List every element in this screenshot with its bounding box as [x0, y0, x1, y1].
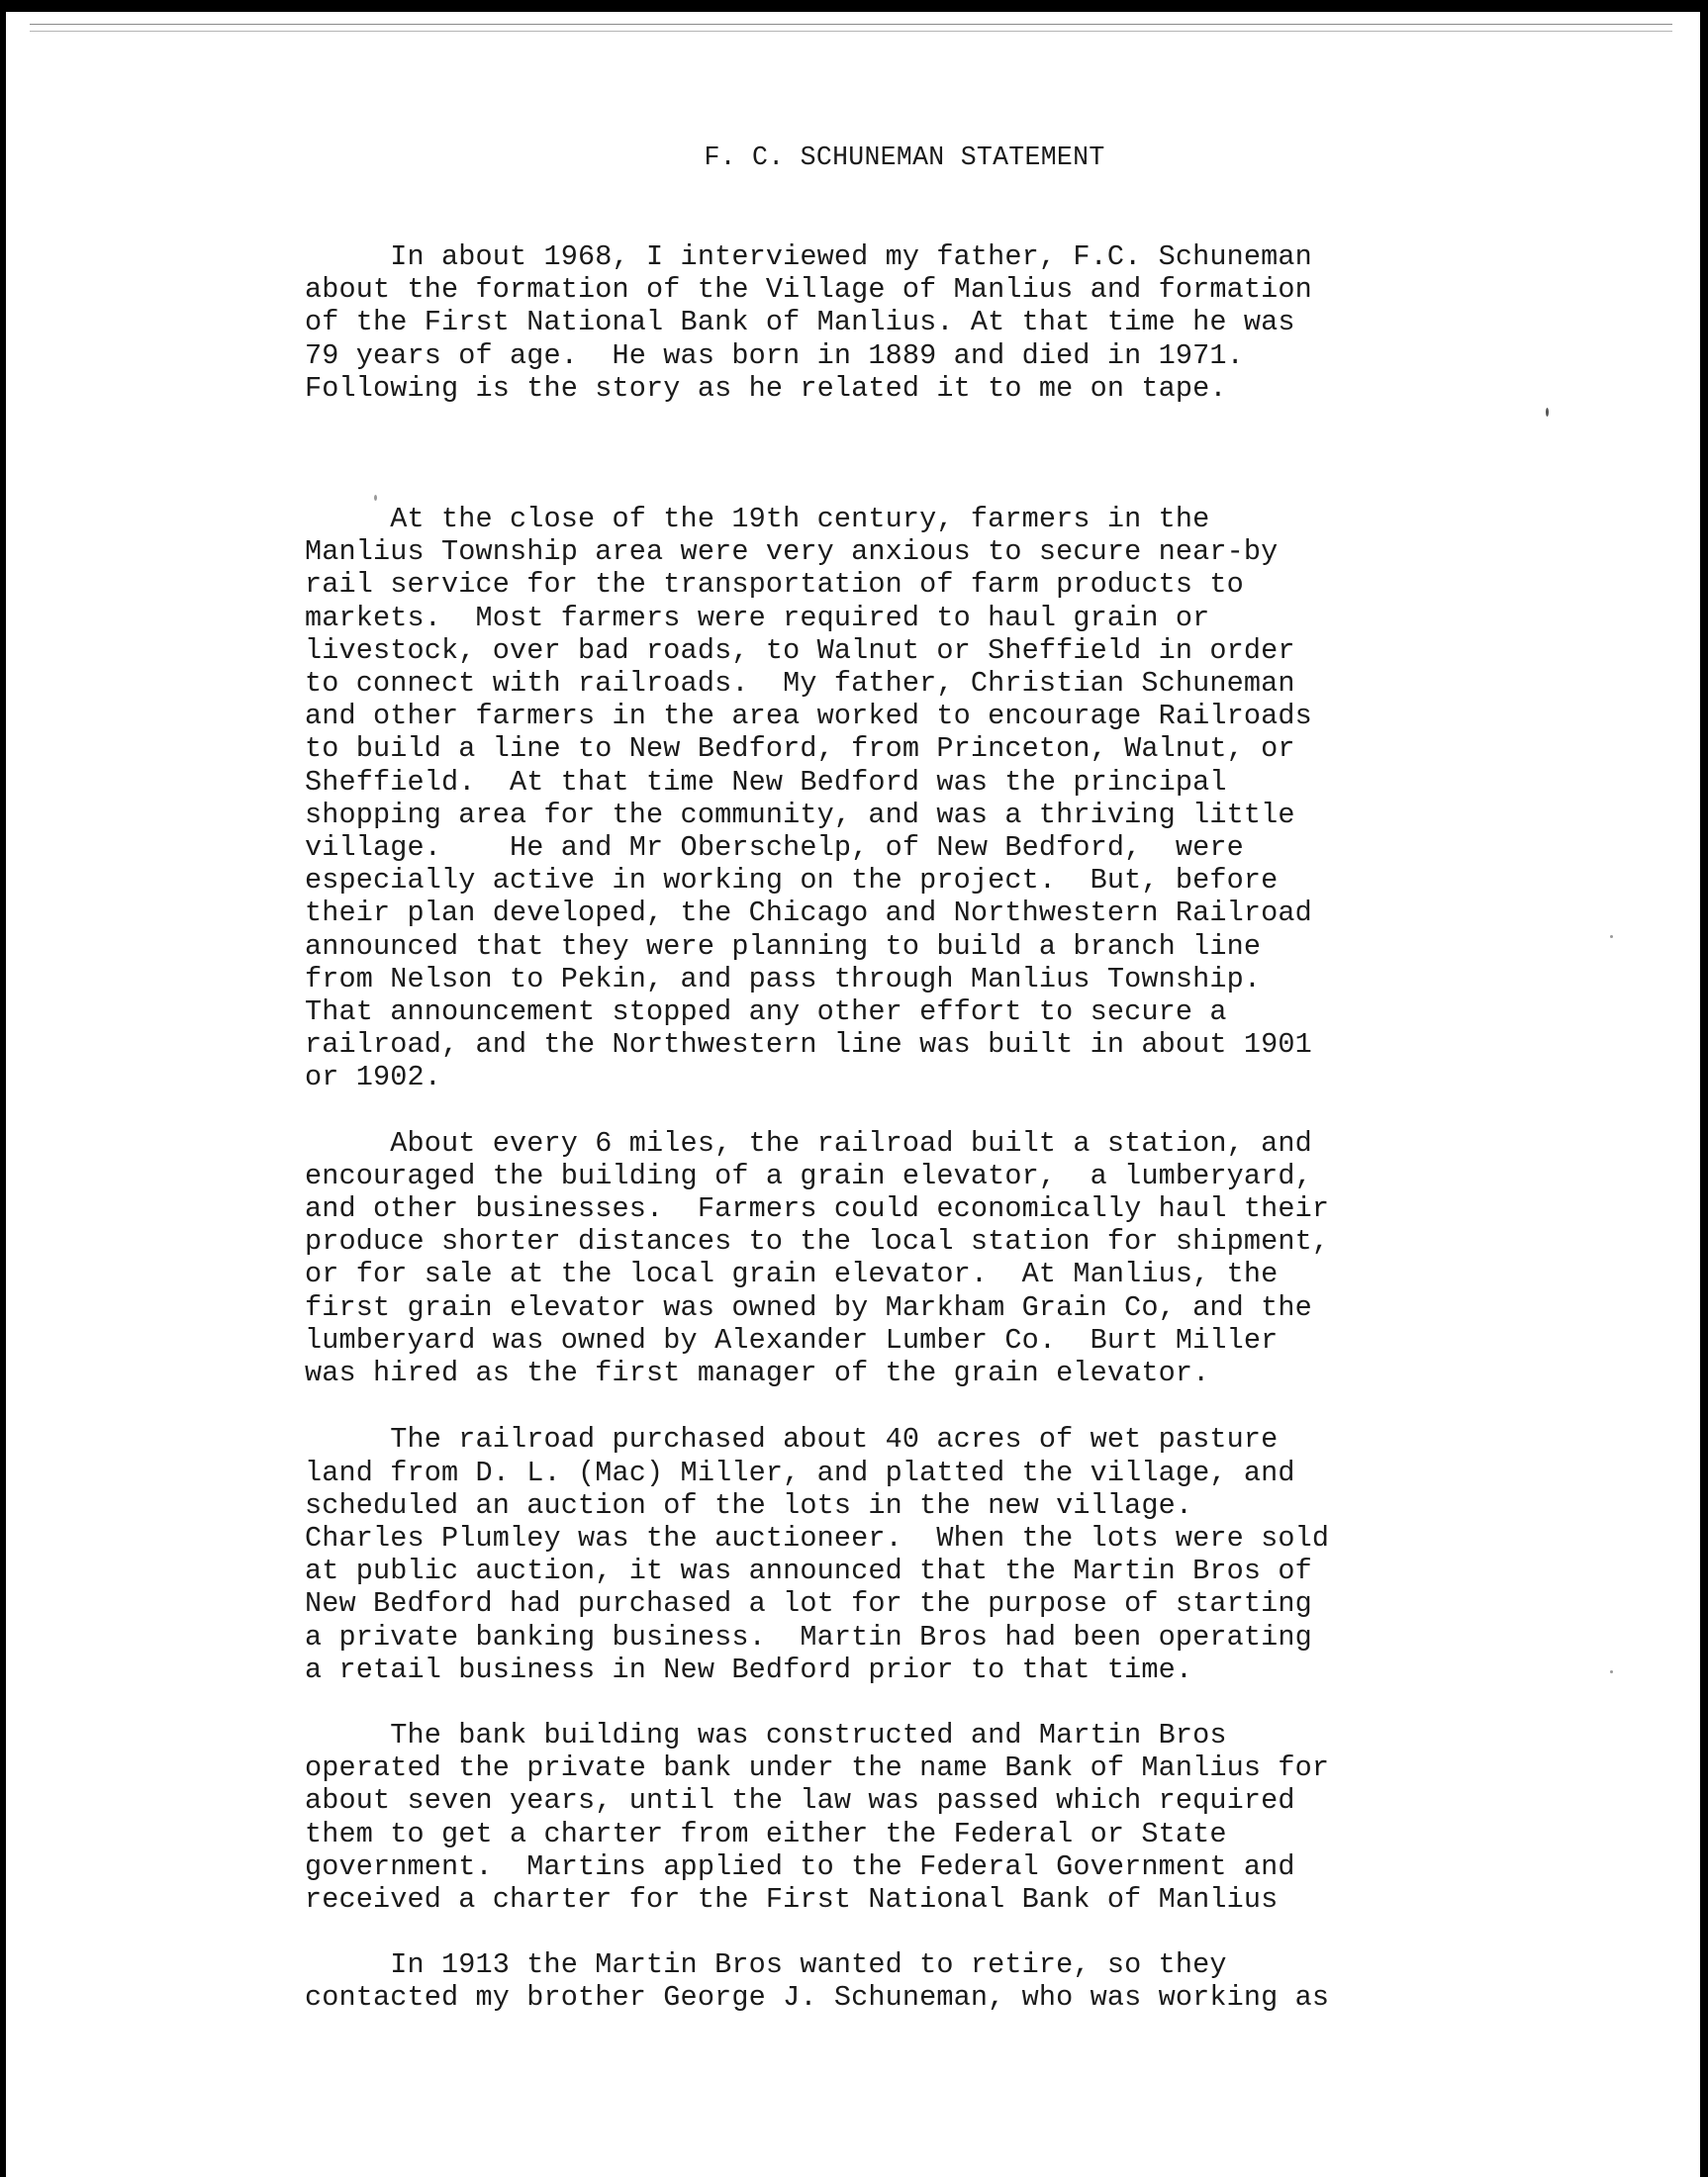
scan-speck — [1546, 408, 1549, 417]
paragraph-village-auction: The railroad purchased about 40 acres of wet pasture land from D. L. (Mac) Miller, and platted the village, and scheduled an auction of the lots in the new village. Charles Plumley was the auctioneer. When the lots were sold at public auction, it was announced that the Martin Bros of New Bedford had purchased a lot for the purpose of starting a private banking business. Martin Bros had been operating a retail business in New Bedford prior to that time. — [305, 1423, 1330, 1686]
paragraph-intro: In about 1968, I interviewed my father, F.C. Schuneman about the formation of the Village of Manlius and formation of the First National Bank of Manlius. At that time he was 79 years of age. He was born in 1889 and died in 1971. Following is the story as he related it to me on tape. — [305, 240, 1312, 405]
paragraph-bank-charter: The bank building was constructed and Martin Bros operated the private bank under the name Bank of Manlius for about seven years, until the law was passed which required them to get a charter from either the Federal or State government. Martins applied to the Federal Government and received a charter for the First National Bank of Manlius — [305, 1718, 1330, 1916]
page-title: F. C. SCHUNEMAN STATEMENT — [704, 142, 1105, 172]
paragraph-martin-retire: In 1913 the Martin Bros wanted to retire, so they contacted my brother George J. Schuneman, who was working as — [305, 1948, 1330, 2015]
paragraph-railroad-history: At the close of the 19th century, farmers in the Manlius Township area were very anxious to secure near-by rail service for the transportation of farm products to markets. Most farmers were required to haul grain or livestock, over bad roads, to Walnut or Sheffield in order to connect with railroads. My father, Christian Schuneman and other farmers in the area worked to encourage Railroads to build a line to New Bedford, from Princeton, Walnut, or Sheffield. At that time New Bedford was the principal shopping area for the community, and was a thriving little village. He and Mr Oberschelp, of New Bedford, were especially active in working on the project. But, before their plan developed, the Chicago and Northwestern Railroad announced that they were planning to build a branch line from Nelson to Pekin, and pass through Manlius Township. That announcement stopped any other effort to secure a railroad, and the Northwestern line was built in about 1901 or 1902. — [305, 503, 1312, 1094]
scan-speck — [1610, 1670, 1613, 1673]
scan-speck — [374, 495, 377, 501]
scan-speck — [1610, 935, 1613, 938]
document-body — [305, 240, 1522, 2015]
paragraph-stations: About every 6 miles, the railroad built a station, and encouraged the building of a grain elevator, a lumberyard, and other businesses. Farmers could economically haul their produce shorter distances to the local station for shipment, or for sale at the local grain elevator. At Manlius, the first grain elevator was owned by Markham Grain Co, and the lumberyard was owned by Alexander Lumber Co. Burt Miller was hired as the first manager of the grain elevator. — [305, 1126, 1330, 1390]
